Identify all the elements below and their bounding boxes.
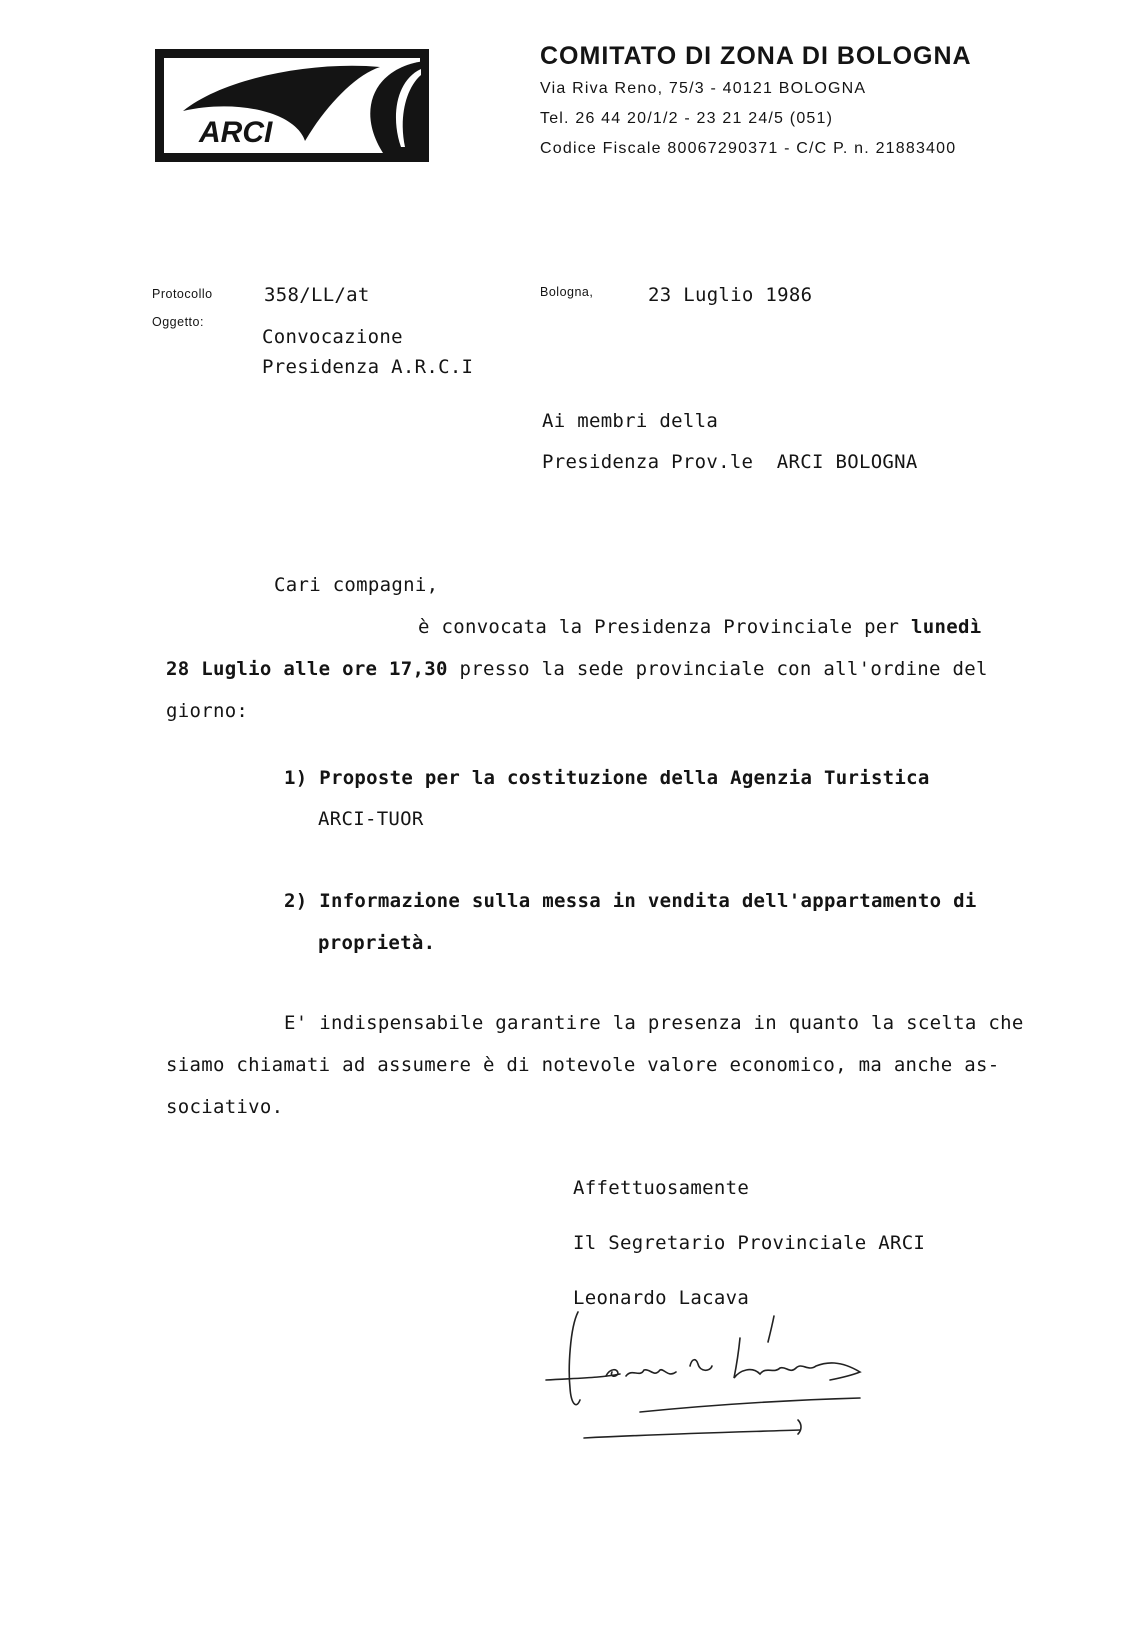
agenda-item-2-cont: proprietà. [318, 932, 436, 954]
paragraph-1-line-2 [166, 658, 988, 680]
agenda-item-1-cont: ARCI-TUOR [318, 808, 424, 830]
org-fiscal-code: Codice Fiscale 80067290371 - C/C P. n. 21883400 [540, 140, 957, 157]
protocol-label: Protocollo [152, 287, 213, 301]
agenda-item-1: 1) Proposte per la costituzione della Agenzia Turistica [284, 767, 930, 789]
signatory-name: Leonardo Lacava [573, 1287, 750, 1309]
closing-greeting: Affettuosamente [573, 1177, 750, 1199]
paragraph-1-line-3: giorno: [166, 700, 249, 722]
subject-label: Oggetto: [152, 315, 204, 329]
subject-line-2: Presidenza A.R.C.I [262, 356, 474, 378]
recipient-line-1: Ai membri della [542, 410, 719, 432]
paragraph-1-line-1 [418, 616, 981, 638]
paragraph-1-text: è convocata la Presidenza Provinciale per [418, 616, 912, 638]
svg-text:ARCI: ARCI [199, 116, 273, 149]
agenda-item-2: 2) Informazione sulla messa in vendita dell'appartamento di [284, 890, 977, 912]
paragraph-2-line-3: sociativo. [166, 1096, 284, 1118]
protocol-value: 358/LL/at [264, 284, 370, 306]
arci-logo [155, 49, 429, 162]
org-address: Via Riva Reno, 75/3 - 40121 BOLOGNA [540, 80, 867, 97]
handwritten-signature [540, 1308, 910, 1448]
letter-date: 23 Luglio 1986 [648, 284, 813, 306]
paragraph-2-line-1: E' indispensabile garantire la presenza in quanto la scelta che [284, 1012, 1024, 1034]
meeting-day: lunedì [911, 616, 982, 638]
subject-line-1: Convocazione [262, 326, 403, 348]
paragraph-2-line-2: siamo chiamati ad assumere è di notevole valore economico, ma anche as- [166, 1054, 1000, 1076]
salutation: Cari compagni, [274, 574, 439, 596]
meeting-place: presso la sede provinciale con all'ordine del [447, 658, 988, 680]
signatory-title: Il Segretario Provinciale ARCI [573, 1232, 926, 1254]
place-label: Bologna, [540, 285, 594, 299]
recipient-line-2: Presidenza Prov.le ARCI BOLOGNA [542, 451, 918, 473]
org-name: COMITATO DI ZONA DI BOLOGNA [540, 42, 972, 70]
org-phone: Tel. 26 44 20/1/2 - 23 21 24/5 (051) [540, 110, 834, 127]
meeting-datetime: 28 Luglio alle ore 17,30 [166, 658, 448, 680]
